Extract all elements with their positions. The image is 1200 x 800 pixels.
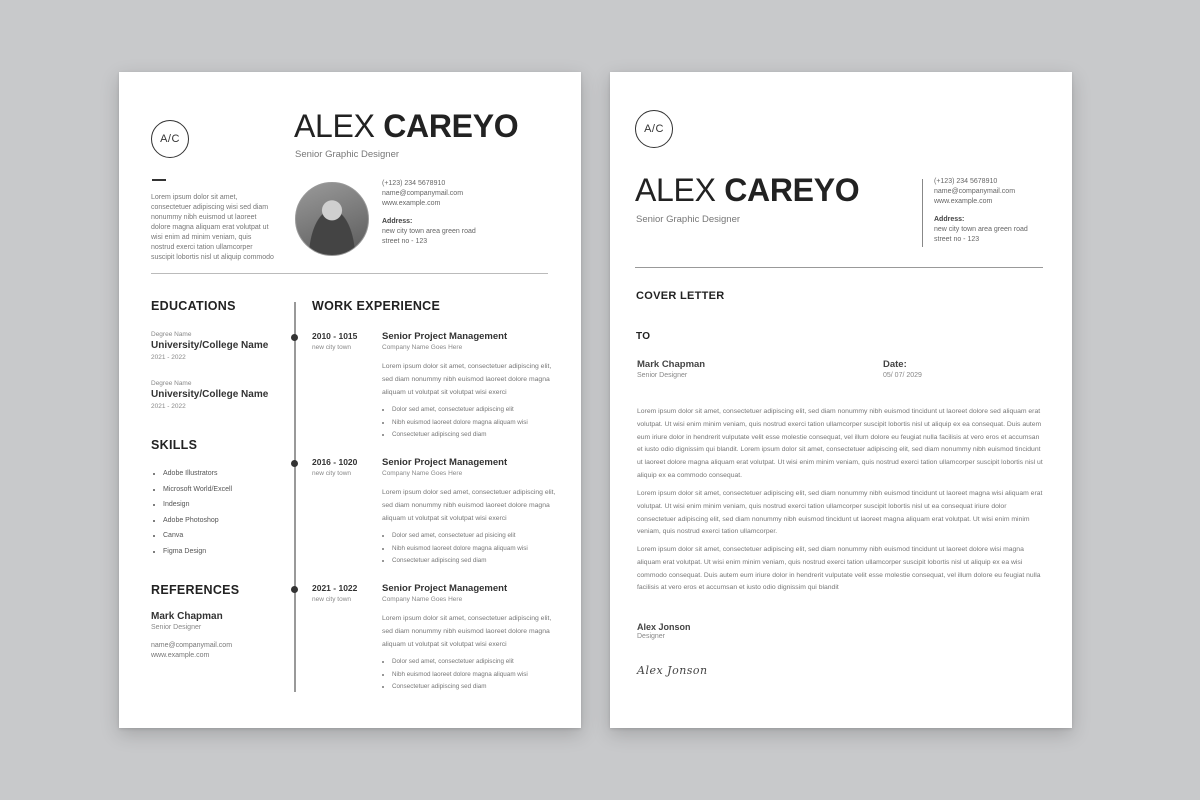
intro-divider: [152, 179, 166, 181]
cover-letter-page: [610, 72, 1072, 728]
job-location: new city town: [312, 344, 352, 351]
phone: (+123) 234 5678910: [382, 180, 446, 187]
letter-paragraph: Lorem ipsum dolor sit amet, consectetuer adipiscing elit, sed diam nonummy nibh euismod tincidunt ut laoreet magna wisi aliquam erat volutpat. Ut wisi enim minim veniam, quis nostrud exerci tation ullamcorper suscipit lobortis nisl ut ea consequat iriure dolor consectetuer adipiscing elit, sed diam nonummy nibh euismod tincidunt ut laoreet magna aliquam erat volutpat. Ut wisi enim minim veniam, quis nostrud exerci tation ullamcorper.: [637, 490, 1043, 536]
header-divider: [151, 273, 548, 274]
job-bullets: [382, 404, 557, 441]
job-title: Senior Graphic Designer: [295, 149, 400, 160]
skill-item: • Adobe Illustrators: [163, 466, 232, 482]
job-years: 2016 - 1020: [312, 457, 358, 467]
address-line-2: street no - 123: [382, 238, 428, 245]
skill-item: • Adobe Photoshop: [163, 513, 232, 529]
reference: [151, 611, 232, 661]
to-label: TO: [636, 331, 651, 342]
education-item: [151, 380, 268, 410]
header-divider: [635, 267, 1043, 268]
company-name: Company Name Goes Here: [382, 344, 463, 351]
first-name: ALEX: [294, 108, 375, 144]
contact-block: [382, 179, 492, 247]
degree-name: Degree Name: [151, 331, 192, 338]
school-name: University/College Name: [151, 389, 269, 400]
skill-item: • Microsoft World/Excell: [163, 482, 232, 498]
company-name: Company Name Goes Here: [382, 596, 463, 603]
job-location: new city town: [312, 470, 352, 477]
website: www.example.com: [934, 198, 993, 205]
job-title: Senior Project Management: [382, 457, 508, 468]
resume-name: [294, 108, 518, 145]
skill-item: • Indesign: [163, 497, 232, 513]
job-description: Lorem ipsum dolor sit amet, consectetuer adipiscing elit, sed diam nonummy nibh euismod laoreet dolore magna aliquam ut volutpat sit volutpat wisi exerci: [382, 615, 552, 648]
address-label: Address:: [934, 216, 965, 223]
job-title: Senior Graphic Designer: [636, 214, 741, 225]
job-title: Senior Project Management: [382, 331, 508, 342]
job-title: Senior Project Management: [382, 583, 508, 594]
reference-website: www.example.com: [151, 652, 210, 659]
job-bullet: • Nibh euismod laoreet dolore magna aliquam wisi: [392, 669, 557, 681]
skills-list: [151, 466, 232, 560]
address-label: Address:: [382, 218, 413, 225]
job-bullets: [382, 656, 557, 693]
first-name: ALEX: [635, 172, 716, 208]
company-name: Company Name Goes Here: [382, 470, 463, 477]
sender-name: Alex Jonson: [637, 622, 691, 632]
address-line-2: street no - 123: [934, 236, 980, 243]
intro-text: Lorem ipsum dolor sit amet, consectetuer adipiscing wisi sed diam nonummy nibh euismod ut laoreet dolore magna aliquam erat volutpat ut wisi enim ad minim veniam, quis nostrud exerci tation ullamcorper suscipit lobortis nisl ut aliquip commodo: [151, 194, 274, 261]
education-years: 2021 - 2022: [151, 403, 186, 410]
work-experience-heading: WORK EXPERIENCE: [312, 299, 441, 313]
recipient-name: Mark Chapman: [637, 359, 706, 370]
job-bullet: • Consectetuer adipiscing sed diam: [392, 429, 557, 441]
timeline-dot: [291, 586, 298, 593]
education-item: [151, 331, 268, 361]
date-block: [883, 359, 922, 381]
school-name: University/College Name: [151, 340, 269, 351]
date-label: Date:: [883, 359, 907, 370]
job-bullet: • Dolor sed amet, consectetuer adipiscing elit: [392, 404, 557, 416]
reference-name: Mark Chapman: [151, 611, 223, 622]
profile-photo: [295, 182, 369, 256]
references-heading: REFERENCES: [151, 583, 240, 597]
monogram-logo: A/C: [635, 110, 673, 148]
job-bullet: • Consectetuer adipiscing sed diam: [392, 681, 557, 693]
date-value: 05/ 07/ 2029: [883, 372, 922, 379]
cover-name: [635, 172, 859, 209]
job-bullets: [382, 530, 557, 567]
skill-item: • Figma Design: [163, 544, 232, 560]
timeline-dot: [291, 460, 298, 467]
recipient: [637, 359, 705, 381]
letter-paragraph: Lorem ipsum dolor sit amet, consectetuer adipiscing elit, sed diam nonummy nibh euismod tincidunt ut laoreet dolore wisi magna aliquam erat volutpat. Ut wisi enim minim veniam, quis nostrud exerci tation ullamcorper suscipit lobortis nisl ut aliquip ex ea wisi commodo consequat. Duis autem eum iriure dolor in hendrerit vulputate velit esse molestie consequat, vel illum dolore eu feugiat nulla facilisis at vero eros et accumsan et iusto odio dignissim qui blandit: [637, 546, 1041, 592]
job-years: 2021 - 1022: [312, 583, 358, 593]
skills-heading: SKILLS: [151, 438, 198, 452]
last-name: CAREYO: [724, 172, 860, 208]
email: name@companymail.com: [934, 188, 1016, 195]
sender: [637, 622, 691, 642]
timeline-dot: [291, 334, 298, 341]
job-description: Lorem ipsum dolor sit amet, consectetuer adipiscing elit, sed diam nonummy nibh euismod laoreet dolore magna aliquam ut volutpat sit volutpat wisi exerci: [382, 363, 552, 396]
degree-name: Degree Name: [151, 380, 192, 387]
address-line-1: new city town area green road: [934, 226, 1028, 233]
job-description: Lorem ipsum dolor sed amet, consectetuer adipiscing elit, sed diam nonummy nibh euismod laoreet dolore magna aliquam ut volutpat sit volutpat wisi exerci: [382, 489, 556, 522]
job-bullet: • Nibh euismod laoreet dolore magna aliquam wisi: [392, 417, 557, 429]
timeline-line: [294, 302, 296, 692]
job-location: new city town: [312, 596, 352, 603]
educations-heading: EDUCATIONS: [151, 299, 236, 313]
address-line-1: new city town area green road: [382, 228, 476, 235]
contact-divider: [922, 179, 923, 247]
phone: (+123) 234 5678910: [934, 178, 998, 185]
reference-email: name@companymail.com: [151, 642, 233, 649]
job-bullet: • Dolor sed amet, consectetuer ad pisicing elit: [392, 530, 557, 542]
resume-page: [119, 72, 581, 728]
cover-letter-heading: COVER LETTER: [636, 290, 725, 302]
job-years: 2010 - 1015: [312, 331, 358, 341]
job-bullet: • Nibh euismod laoreet dolore magna aliquam wisi: [392, 543, 557, 555]
sender-title: Designer: [637, 633, 666, 640]
signature: Alex Jonson: [637, 664, 708, 677]
email: name@companymail.com: [382, 190, 464, 197]
recipient-title: Senior Designer: [637, 372, 688, 379]
last-name: CAREYO: [383, 108, 519, 144]
skill-item: • Canva: [163, 528, 232, 544]
education-years: 2021 - 2022: [151, 354, 186, 361]
contact-block: [934, 177, 1054, 245]
monogram-logo: A/C: [151, 120, 189, 158]
website: www.example.com: [382, 200, 441, 207]
letter-paragraph: Lorem ipsum dolor sit amet, consectetuer adipiscing elit, sed diam nonummy nibh euismod tincidunt ut laoreet dolore sed aliquam erat volutpat. Ut wisi enim minim veniam, quis nostrud exerci tation ullamcorper suscipit lobortis nisl ut aliquip ex ea consequat. Duis autem eum iriure dolor in hendrerit vulputate velit esse molestie consequat, vel illum dolore eu feugiat nulla facilisis at vero eros et accumsan et iusto odio dignissim qui blandit. Lorem ipsum dolor sit amet, consectetuer adipiscing elit, sed diam nonummy nibh euismod tincidunt ut laoreet dolore magna aliquam erat volutpat. Ut wisi enim minim veniam, quis nostrud exerci tation ullamcorper suscipit lobortis nisl ut aliquip ex ea commodo consequat.: [637, 408, 1043, 479]
job-bullet: • Dolor sed amet, consectetuer adipiscing elit: [392, 656, 557, 668]
reference-title: Senior Designer: [151, 624, 202, 631]
job-bullet: • Consectetuer adipiscing sed diam: [392, 555, 557, 567]
